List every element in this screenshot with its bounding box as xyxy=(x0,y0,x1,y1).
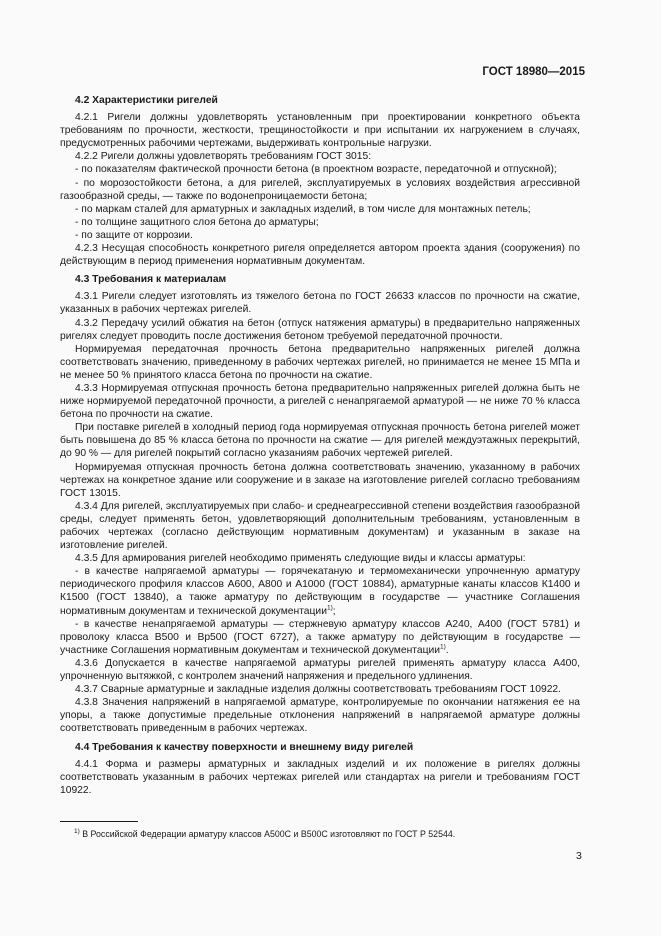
paragraph: 4.3.4 Для ригелей, эксплуатируемых при слабо- и среднеагрессивной степени воздействия газообразной среды, следует применять бетон, удовлетворяющий дополнительным требованиям, установленным в рабочих чертежах (согласно действующим нормативным документам) и указанным в заказе на изготовление ригелей. xyxy=(60,500,580,552)
paragraph: 4.2.2 Ригели должны удовлетворять требованиям ГОСТ 3015: xyxy=(75,151,372,163)
paragraph: 4.2.3 Несущая способность конкретного ригеля определяется автором проекта здания (сооружения) по действующим в период применения нормативным документам. xyxy=(60,243,580,268)
list-item-text: - в качестве напрягаемой арматуры — горячекатаную и термомеханически упрочненную арматуру периодического профиля классов А600, А800 и А1000 (ГОСТ 10884), арматурные канаты классов К1400 и К1500 (ГОСТ 13840), а также арматуру по действующим в государстве — участнике Соглашения нормативным документам и технической документации xyxy=(60,566,580,617)
list-item: - по морозостойкости бетона, а для ригелей, эксплуатируемых в условиях воздействия агрессивной газообразной среды, — также по водонепроницаемости бетона; xyxy=(60,177,580,202)
paragraph: При поставке ригелей в холодный период года нормируемая отпускная прочность бетона ригелей может быть повышена до 85 % класса бетона по прочности на сжатие — для ригелей междуэтажных перекрытий, до 90 % — для ригелей покрытий согласно указаниям рабочих чертежей ригелей. xyxy=(60,422,580,460)
paragraph: 4.3.8 Значения напряжений в напрягаемой арматуре, контролируемые по окончании натяжения ее на упоры, а также допустимые предельные отклонения напряжений в напрягаемой арматуре должны соответствовать приведенным в рабочих чертежах. xyxy=(60,697,580,735)
section-heading: 4.4 Требования к качеству поверхности и внешнему виду ригелей xyxy=(75,741,414,753)
paragraph: 4.3.5 Для армирования ригелей необходимо применять следующие виды и классы арматуры: xyxy=(75,553,526,565)
list-item: - по толщине защитного слоя бетона до арматуры; xyxy=(75,216,319,228)
list-item-text: - в качестве ненапрягаемой арматуры — стержневую арматуру классов А240, А400 (ГОСТ 5781) и проволоку класса В500 и Вр500 (ГОСТ 6727), а также арматуру по действующим в государстве — участнике Соглашения нормативным документам и технической документации xyxy=(60,618,580,656)
section-heading: 4.3 Требования к материалам xyxy=(75,274,227,286)
footnote-separator xyxy=(60,821,138,822)
paragraph: Нормируемая передаточная прочность бетона предварительно напряженных ригелей должна соответствовать значению, приведенному в рабочих чертежах ригелей, но принимается не менее 15 МПа и не менее 50 % принятого класса бетона по прочности на сжатие. xyxy=(60,343,580,381)
paragraph: 4.4.1 Форма и размеры арматурных и закладных изделий и их положение в ригелях должны соответствовать указанным в рабочих чертежах ригелей или стандартах на ригели и требованиям ГОСТ 10922. xyxy=(60,758,580,796)
paragraph: 4.3.1 Ригели следует изготовлять из тяжелого бетона по ГОСТ 26633 классов по прочности на сжатие, указанных в рабочих чертежах ригелей. xyxy=(60,291,580,316)
footnote-ref: 1) xyxy=(326,604,333,612)
page-number: 3 xyxy=(576,850,582,862)
list-item-tail: . xyxy=(445,644,449,656)
list-item: - по показателям фактической прочности бетона (в проектном возрасте, передаточной и отпускной); xyxy=(75,164,557,176)
list-item xyxy=(60,618,580,657)
paragraph: Нормируемая отпускная прочность бетона должна соответствовать значению, указанному в рабочих чертежах на конкретное здание или сооружение и в заказе на изготовление ригелей согласно требованиям ГОСТ 13015. xyxy=(60,461,580,499)
footnote-marker: 1) xyxy=(74,828,80,836)
footnote-ref: 1) xyxy=(439,643,446,651)
paragraph: 4.3.6 Допускается в качестве напрягаемой арматуры ригелей применять арматуру класса А400, упрочненную вытяжкой, с контролем значений напряжения и предельного удлинения. xyxy=(60,657,580,683)
footnote xyxy=(74,829,455,839)
document-body xyxy=(60,94,580,797)
document-code: ГОСТ 18980—2015 xyxy=(482,66,585,78)
list-item-tail: ; xyxy=(332,605,336,617)
paragraph: 4.3.7 Сварные арматурные и закладные изделия должны соответствовать требованиям ГОСТ 10922. xyxy=(75,684,562,696)
list-item: - по защите от коррозии. xyxy=(75,229,193,241)
list-item: - по маркам сталей для арматурных и закладных изделий, в том числе для монтажных петель; xyxy=(75,203,531,215)
section-heading: 4.2 Характеристики ригелей xyxy=(75,95,218,106)
footnote-text: В Российской Федерации арматуру классов А500С и В500С изготовляют по ГОСТ Р 52544. xyxy=(82,829,456,839)
paragraph: 4.2.1 Ригели должны удовлетворять установленным при проектировании конкретного объекта требованиям по прочности, жесткости, трещиностойкости и при испытании их нагружением в случаях, предусмотренных рабочими чертежами, выдерживать контрольные нагрузки. xyxy=(60,112,580,150)
list-item xyxy=(60,565,580,617)
paragraph: 4.3.2 Передачу усилий обжатия на бетон (отпуск натяжения арматуры) в предварительно напряженных ригелях следует проводить после достижения бетоном требуемой передаточной прочности. xyxy=(60,317,580,342)
paragraph: 4.3.3 Нормируемая отпускная прочность бетона предварительно напряженных ригелей должна быть не ниже нормируемой передаточной прочности, а ригелей с ненапрягаемой арматурой — не ниже 70 % класса бетона по прочности на сжатие. xyxy=(60,382,580,421)
